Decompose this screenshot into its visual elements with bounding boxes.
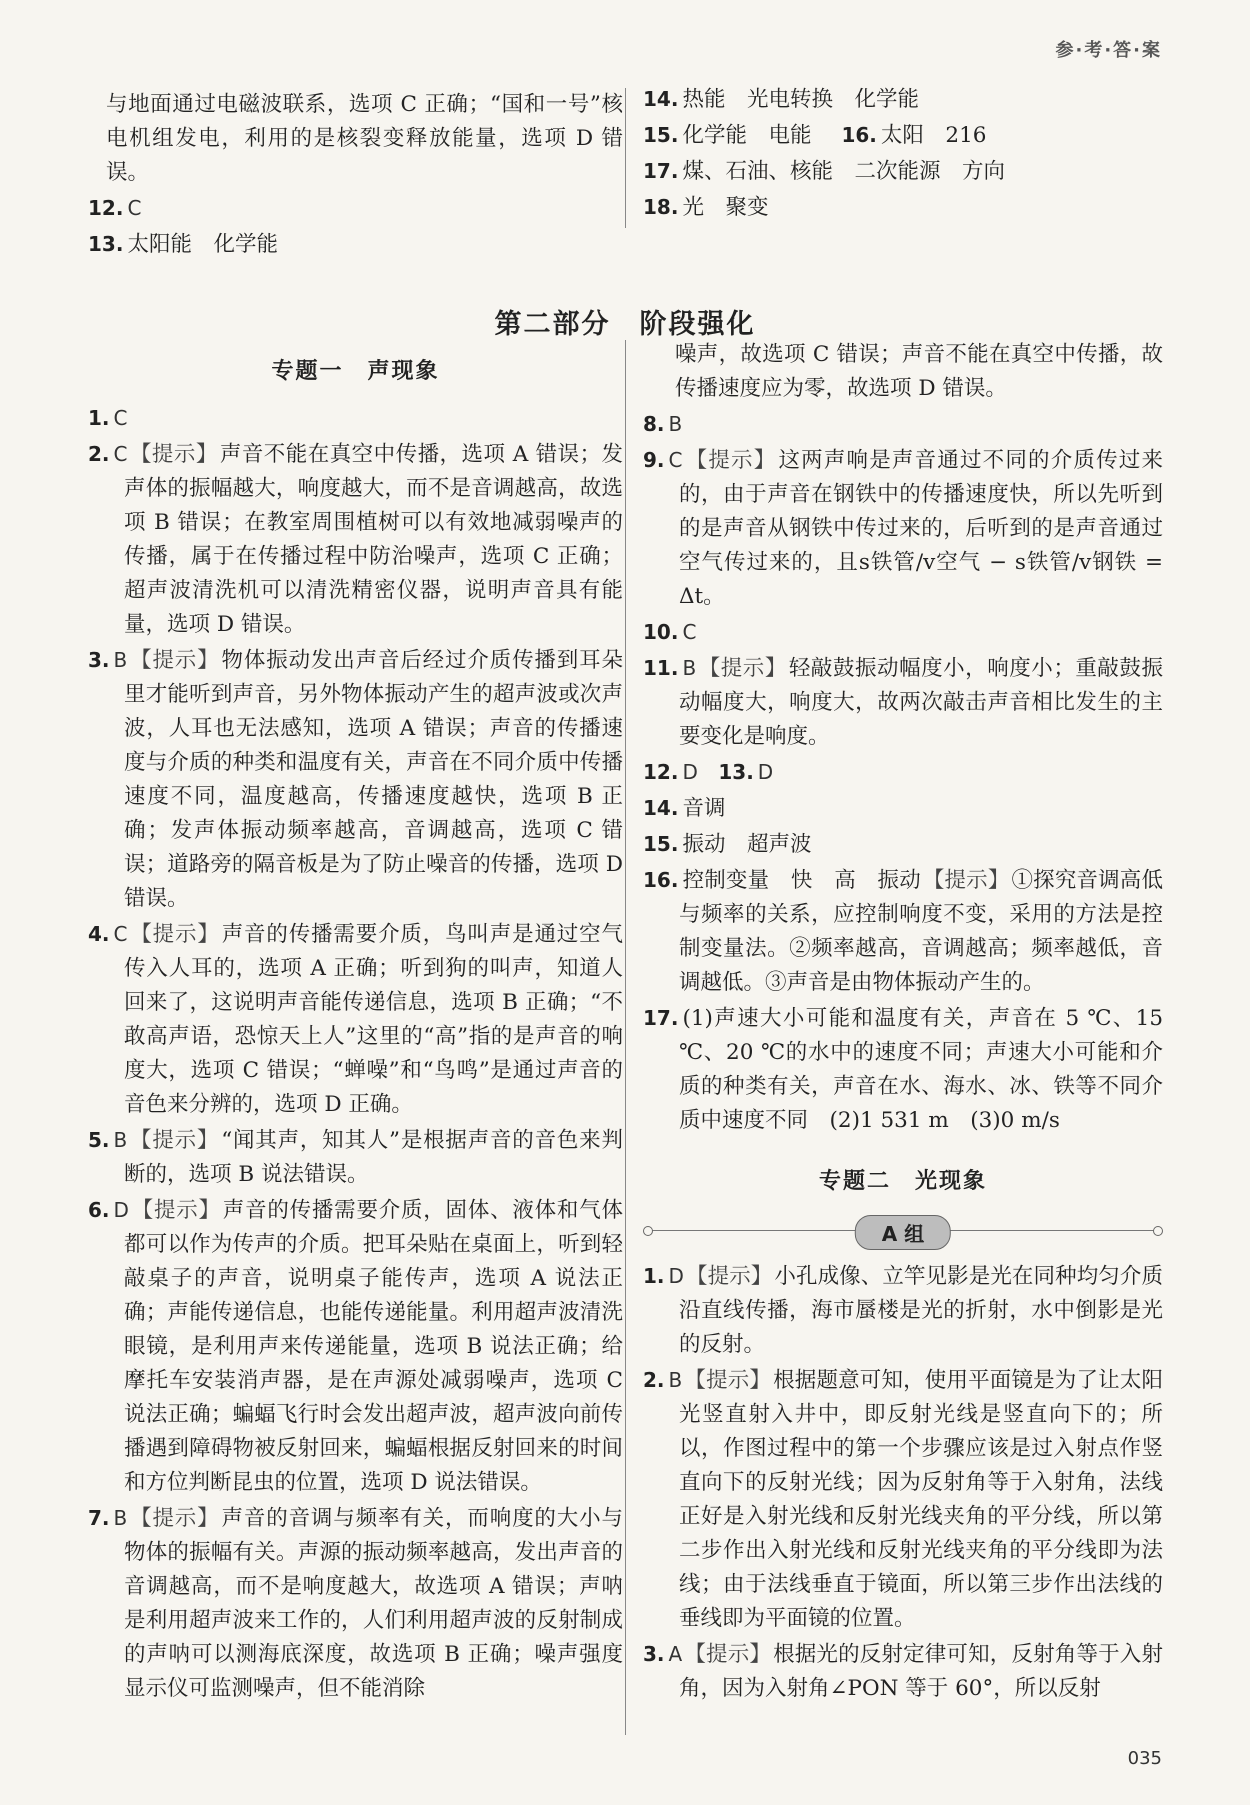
- answer-17: 17. 煤、石油、核能 二次能源 方向: [643, 159, 1005, 184]
- answer-18: 18. 光 聚变: [643, 195, 769, 220]
- t1-answer-17: 17. (1)声速大小可能和温度有关，声音在 5 ℃、15 ℃、20 ℃的水中的速度不同；声速大小可能和介质的种类有关，声音在水、海水、冰、铁等不同介质中速度不同 (2)1 531 m (3)0 m/s: [643, 1006, 1163, 1133]
- t2-answer-3: 3. A【提示】根据光的反射定律可知，反射角等于入射角，因为入射角∠PON 等于 60°，所以反射: [643, 1642, 1163, 1701]
- t1-answer-14: 14. 音调: [643, 796, 726, 821]
- section-title: 第二部分 阶段强化: [494, 309, 756, 340]
- answer-12: 12. C: [88, 196, 142, 220]
- t1-answer-2: 2. C【提示】声音不能在真空中传播，选项 A 错误；发声体的振幅越大，响度越大，而不是音调越高，故选项 B 错误；在教室周围植树可以有效地减弱噪声的传播，属于在传播过程中防治噪声，选项 C 正确；超声波清洗机可以清洗精密仪器，说明声音具有能量，选项 D 错误。: [88, 442, 623, 637]
- top-left-column: [88, 88, 623, 263]
- t1-answer-1: 1. C: [88, 406, 128, 430]
- t1-answer-15: 15. 振动 超声波: [643, 832, 812, 857]
- continued-answer: 与地面通过电磁波联系，选项 C 正确；“国和一号”核电机组发电，利用的是核裂变释放能量，选项 D 错误。: [106, 92, 623, 185]
- topic1-title: 专题一 声现象: [271, 359, 440, 384]
- column-divider-main: [625, 340, 626, 1735]
- group-bar: [643, 1211, 1163, 1251]
- page-number: 035: [1127, 1748, 1162, 1769]
- t1-answer-7-continued: 噪声，故选项 C 错误；声音不能在真空中传播，故传播速度应为零，故选项 D 错误。: [675, 342, 1163, 401]
- t1-answer-9: 9. C【提示】这两声响是声音通过不同的介质传过来的，由于声音在钢铁中的传播速度快，所以先听到的是声音从钢铁中传过来的，后听到的是声音通过空气传过来的，且s铁管/v空气 − s铁管/v钢铁 = Δt。: [643, 448, 1163, 609]
- t1-answer-6: 6. D【提示】声音的传播需要介质，固体、液体和气体都可以作为传声的介质。把耳朵贴在桌面上，听到轻敲桌子的声音，说明桌子能传声，选项 A 说法正确；声能传递信息，也能传递能量。利用超声波清洗眼镜，是利用声来传递能量，选项 B 说法正确；给摩托车安装消声器，是在声源处减弱噪声，选项 C 说法正确；蝙蝠飞行时会发出超声波，超声波向前传播遇到障碍物被反射回来，蝙蝠根据反射回来的时间和方位判断昆虫的位置，选项 D 说法错误。: [88, 1198, 623, 1495]
- topic2-title: 专题二 光现象: [818, 1169, 987, 1194]
- group-label: A 组: [855, 1215, 951, 1250]
- column-divider-top: [625, 88, 626, 228]
- t1-answer-10: 10. C: [643, 620, 697, 644]
- main-left-column: [88, 350, 623, 1707]
- answer-14: 14. 热能 光电转换 化学能: [643, 87, 919, 112]
- answer-13: 13. 太阳能 化学能: [88, 232, 278, 257]
- t2-answer-1: 1. D【提示】小孔成像、立竿见影是光在同种均匀介质沿直线传播，海市蜃楼是光的折射，水中倒影是光的反射。: [643, 1264, 1163, 1357]
- t1-answer-7: 7. B【提示】声音的音调与频率有关，而响度的大小与物体的振幅有关。声源的振动频率越高，发出声音的音调越高，而不是响度越大，故选项 A 错误；声呐是利用超声波来工作的，人们利用超声波的反射制成的声呐可以测海底深度，故选项 B 正确；噪声强度显示仪可监测噪声，但不能消除: [88, 1506, 623, 1701]
- t1-answer-3: 3. B【提示】物体振动发出声音后经过介质传播到耳朵里才能听到声音，另外物体振动产生的超声波或次声波，人耳也无法感知，选项 A 错误；声音的传播速度与介质的种类和温度有关，声音在不同介质中传播速度不同，温度越高，传播速度越快，选项 B 正确；发声体振动频率越高，音调越高，选项 C 错误；道路旁的隔音板是为了防止噪音的传播，选项 D 错误。: [88, 648, 623, 911]
- t1-answer-5: 5. B【提示】“闻其声，知其人”是根据声音的音色来判断的，选项 B 说法错误。: [88, 1128, 623, 1187]
- t1-answer-12-13: 12. D 13. D: [643, 760, 774, 784]
- t1-answer-4: 4. C【提示】声音的传播需要介质，鸟叫声是通过空气传入人耳的，选项 A 正确；听到狗的叫声，知道人回来了，这说明声音能传递信息，选项 B 正确；“不敢高声语，恐惊天上人”这里的“高”指的是声音的响度大，选项 C 错误；“蝉噪”和“鸟鸣”是通过声音的音色来分辨的，选项 D 正确。: [88, 922, 623, 1117]
- answer-15-16: 15. 化学能 电能 16. 太阳 216: [643, 123, 987, 148]
- t1-answer-8: 8. B: [643, 412, 683, 436]
- t2-answer-2: 2. B【提示】根据题意可知，使用平面镜是为了让太阳光竖直射入井中，即反射光线是竖直向下的；所以，作图过程中的第一个步骤应该是过入射点作竖直向下的反射光线；因为反射角等于入射角，法线正好是入射光线和反射光线夹角的平分线，所以第二步作出入射光线和反射光线夹角的平分线即为法线；由于法线垂直于镜面，所以第三步作出法线的垂线即为平面镜的位置。: [643, 1368, 1163, 1631]
- t1-answer-11: 11. B【提示】轻敲鼓振动幅度小，响度小；重敲鼓振动幅度大，响度大，故两次敲击声音相比发生的主要变化是响度。: [643, 656, 1163, 749]
- main-right-column: [643, 338, 1163, 1707]
- t1-answer-16: 16. 控制变量 快 高 振动【提示】①探究音调高低与频率的关系，应控制响度不变，采用的方法是控制变量法。②频率越高，音调越高；频率越低，音调越低。③声音是由物体振动产生的。: [643, 868, 1163, 995]
- header-tag: 参·考·答·案: [1055, 40, 1162, 61]
- top-right-column: [643, 82, 1163, 226]
- formula: s铁管/v空气 − s铁管/v钢铁 = Δt。: [679, 550, 1163, 609]
